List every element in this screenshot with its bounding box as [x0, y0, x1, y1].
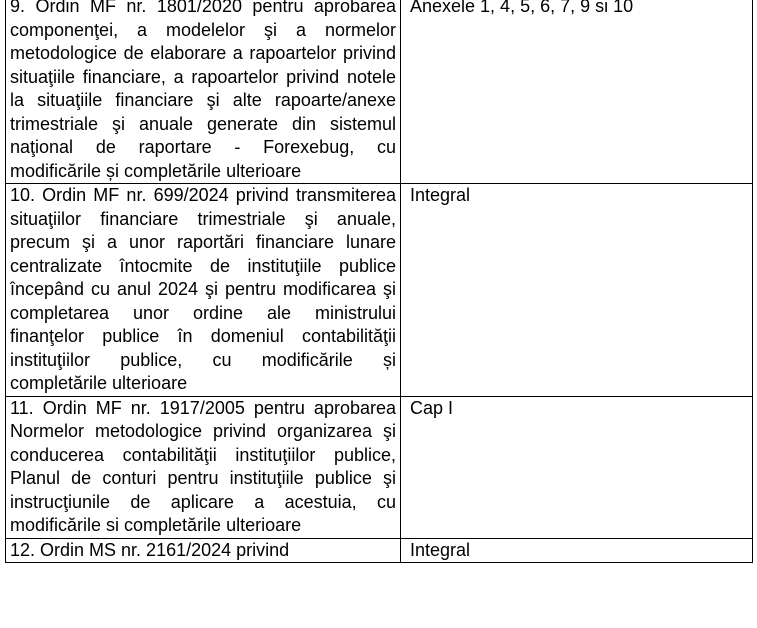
act-cell: 12. Ordin MS nr. 2161/2024 privind: [6, 538, 401, 563]
scope-cell: Integral: [401, 538, 753, 563]
scope-cell: Anexele 1, 4, 5, 6, 7, 9 si 10: [401, 0, 753, 184]
act-cell: 9. Ordin MF nr. 1801/2020 pentru aprobarea componenţei, a modelelor şi a normelor metodologice de elaborare a rapoartelor privind situaţiile financiare, a rapoartelor privind notele la situaţiile financiare şi alte rapoarte/anexe trimestriale şi anuale generate din sistemul naţional de raportare - Forexebug, cu modificările și completările ulterioare: [6, 0, 401, 184]
table-row: [6, 184, 753, 397]
act-cell: 11. Ordin MF nr. 1917/2005 pentru aprobarea Normelor metodologice privind organizarea şi conducerea contabilităţii instituţiilor publice, Planul de conturi pentru instituţiile publice şi instrucţiunile de aplicare a acestuia, cu modificările si completările ulterioare: [6, 396, 401, 538]
table-row: [6, 396, 753, 538]
table-row: [6, 538, 753, 563]
scope-cell: Cap I: [401, 396, 753, 538]
scope-cell: Integral: [401, 184, 753, 397]
table-row: [6, 0, 753, 184]
legislation-table: [5, 0, 753, 563]
act-cell: 10. Ordin MF nr. 699/2024 privind transmiterea situaţiilor financiare trimestriale şi anuale, precum şi a unor raportări financiare lunare centralizate întocmite de instituţiile publice începând cu anul 2024 şi pentru modificarea şi completarea unor ordine ale ministrului finanţelor publice în domeniul contabilităţii instituţiilor publice, cu modificările și completările ulterioare: [6, 184, 401, 397]
